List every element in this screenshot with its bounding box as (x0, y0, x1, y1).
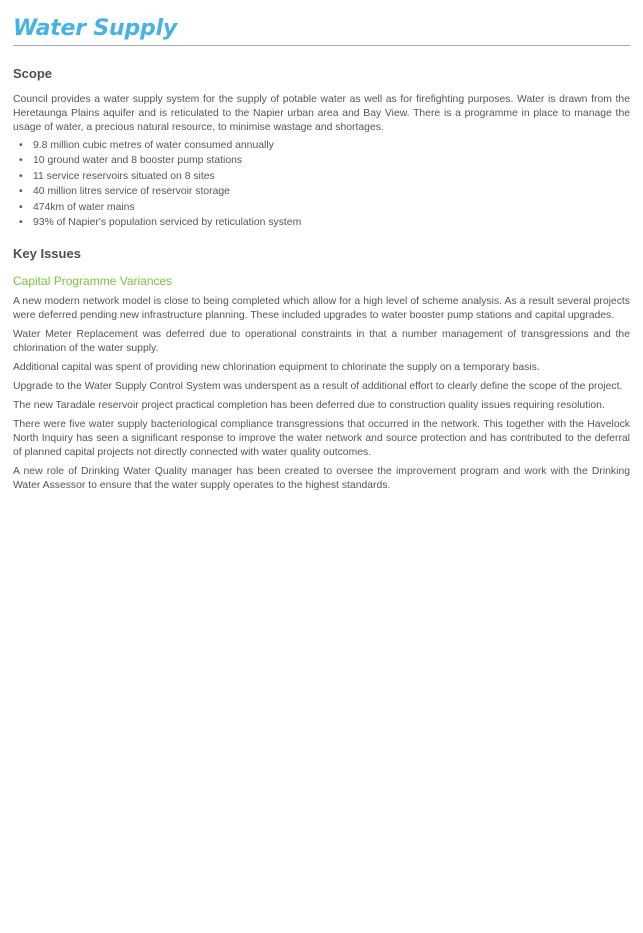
list-item-text: 9.8 million cubic metres of water consumed annually (33, 140, 274, 151)
page-title: Water Supply (13, 16, 178, 41)
list-item (13, 215, 630, 230)
paragraph: A new modern network model is close to being completed which allow for a high level of scheme analysis. As a result several projects were deferred pending new infrastructure planning. These included upgrades to water booster pump stations and capital upgrades. (13, 296, 630, 322)
list-item-text: 474km of water mains (33, 201, 135, 213)
paragraph: The new Taradale reservoir project practical completion has been deferred due to construction quality issues requiring resolution. (13, 400, 605, 412)
paragraph: A new role of Drinking Water Quality manager has been created to oversee the improvement program and work with the Drinking Water Assessor to ensure that the water supply operates to the highest standards. (13, 466, 630, 492)
scope-intro-paragraph: Council provides a water supply system for the supply of potable water as well as for firefighting purposes. Water is drawn from the Heretaunga Plains aquifer and is reticulated to the Napier urban area and Bay View. There is a programme in place to manage the usage of water, a precious natural resource, to minimise wastage and shortages. (13, 94, 630, 133)
bullet-icon: • (19, 186, 23, 198)
bullet-icon: • (19, 217, 23, 229)
paragraph: Water Meter Replacement was deferred due to operational constraints in that a number management of transgressions and the chlorination of the water supply. (13, 329, 630, 355)
capital-programme-subheading: Capital Programme Variances (13, 274, 173, 289)
list-item (13, 138, 630, 153)
list-item-text: 40 million litres service of reservoir storage (33, 186, 230, 198)
list-item (13, 184, 630, 199)
document-page (13, 0, 630, 493)
key-issues-section (13, 246, 630, 493)
bullet-icon: • (19, 140, 23, 151)
list-item-text: 93% of Napier's population serviced by reticulation system (33, 217, 302, 229)
list-item (13, 200, 630, 215)
scope-section (13, 66, 630, 230)
bullet-icon: • (19, 201, 23, 213)
scope-heading: Scope (13, 66, 53, 81)
title-divider (13, 45, 630, 46)
key-issues-heading: Key Issues (13, 246, 81, 262)
bullet-icon: • (19, 155, 23, 167)
list-item (13, 169, 630, 184)
list-item-text: 11 service reservoirs situated on 8 sites (33, 170, 215, 182)
scope-bullet-list (13, 138, 630, 230)
bullet-icon: • (19, 170, 23, 182)
list-item (13, 153, 630, 168)
list-item-text: 10 ground water and 8 booster pump stations (33, 155, 243, 167)
paragraph: Additional capital was spent of providing new chlorination equipment to chlorinate the supply on a temporary basis. (13, 362, 540, 374)
paragraph: Upgrade to the Water Supply Control System was underspent as a result of additional effort to clearly define the scope of the project. (13, 381, 623, 393)
paragraph: There were five water supply bacteriological compliance transgressions that occurred in the network. This together with the Havelock North Inquiry has seen a significant response to improve the water network and source protection and has contributed to the deferral of planned capital projects not directly connected with water quality outcomes. (13, 419, 630, 459)
